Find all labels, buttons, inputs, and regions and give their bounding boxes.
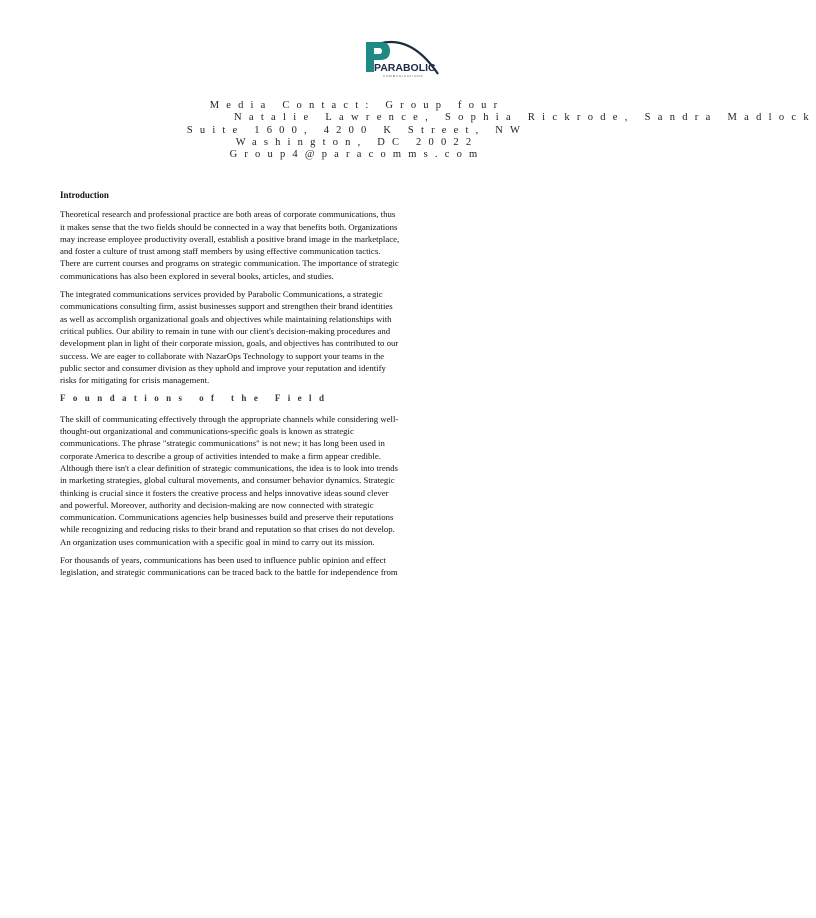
contact-city: Washington, DC 20022 [235, 136, 479, 148]
text-line: risks for mitigating for crisis management. [60, 375, 210, 386]
intro-paragraph-1 [60, 208, 445, 282]
text-line: while recognizing and reducing risks to their brand and reputation so that crises do not develop. [60, 524, 395, 535]
text-line: legislation, and strategic communications can be traced back to the battle for independence from [60, 567, 398, 578]
text-line: For thousands of years, communications has been used to influence public opinion and effect [60, 555, 386, 566]
contact-names: Natalie Lawrence, Sophia Rickrode, Sandra Madlock [234, 112, 816, 124]
text-line: The integrated communications services provided by Parabolic Communications, a strategic [60, 289, 383, 300]
foundations-paragraph-2 [60, 554, 445, 579]
text-line: critical publics. Our ability to remain in tune with our client's decision-making procedures and [60, 325, 391, 336]
text-line: development plan in light of their corporate mission, goals, and objectives has contributed to our [60, 338, 399, 349]
contact-heading: Media Contact: Group four [209, 100, 505, 111]
text-line: communications consulting firm, assist businesses support and strengthen their brand identities [60, 301, 393, 312]
text-line: it makes sense that the two fields should be connected in a way that benefits both. Organizations [60, 221, 398, 232]
text-line: An organization uses communication with a specific goal in mind to carry out its mission. [60, 536, 375, 547]
section-heading-foundations: Foundations of the Field [60, 393, 332, 404]
logo-tagline-text: COMMUNICATIONS [383, 74, 424, 78]
parabolic-logo [356, 36, 446, 84]
text-line: as well as accomplish organizational goals and objectives while maintaining relationships with [60, 313, 392, 324]
logo-brand-text: PARABOLIC [374, 62, 436, 74]
text-line: Although there isn't a clear definition of strategic communications, the idea is to look into trends [60, 462, 398, 473]
text-line: communication. Communications agencies help businesses build and preserve their reputations [60, 512, 394, 523]
media-contact-block [0, 100, 816, 161]
text-line: success. We are eager to collaborate with NazarOps Technology to support your teams in the [60, 350, 385, 361]
contact-address: Suite 1600, 4200 K Street, NW [186, 124, 528, 136]
text-line: thought-out organizational and communications-specific goals is known as strategic [60, 426, 354, 437]
text-line: in marketing strategies, global cultural movements, and consumer behavior dynamics. Strategic [60, 475, 395, 486]
text-line: may increase employee productivity overall, establish a positive brand image in the marketplace, [60, 233, 400, 244]
text-line: public sector and consumer division as they uphold and improve your reputation and identify [60, 362, 386, 373]
text-line: communications. The phrase "strategic communications" is not new; it has long been used in [60, 438, 385, 449]
text-line: and foster a culture of trust among staff members by using effective communication tactics. [60, 246, 381, 257]
document-body [60, 189, 445, 585]
contact-email: Group4@paracomms.com [229, 149, 485, 161]
intro-paragraph-2 [60, 288, 445, 386]
text-line: The skill of communicating effectively through the appropriate channels while considering well- [60, 413, 399, 424]
text-line: There are current courses and programs on strategic communication. The importance of strategic [60, 258, 399, 269]
text-line: communications has also been explored in several books, articles, and studies. [60, 270, 334, 281]
text-line: Theoretical research and professional practice are both areas of corporate communications, thus [60, 209, 396, 220]
text-line: and powerful. Moreover, authority and decision-making are now connected with strategic [60, 499, 374, 510]
section-heading-introduction: Introduction [60, 190, 109, 200]
text-line: thinking is crucial since it fosters the creative process and helps innovative ideas sound clever [60, 487, 389, 498]
foundations-paragraph-1 [60, 413, 445, 548]
text-line: corporate America to describe a group of activities intended to make a firm appear credible. [60, 450, 381, 461]
